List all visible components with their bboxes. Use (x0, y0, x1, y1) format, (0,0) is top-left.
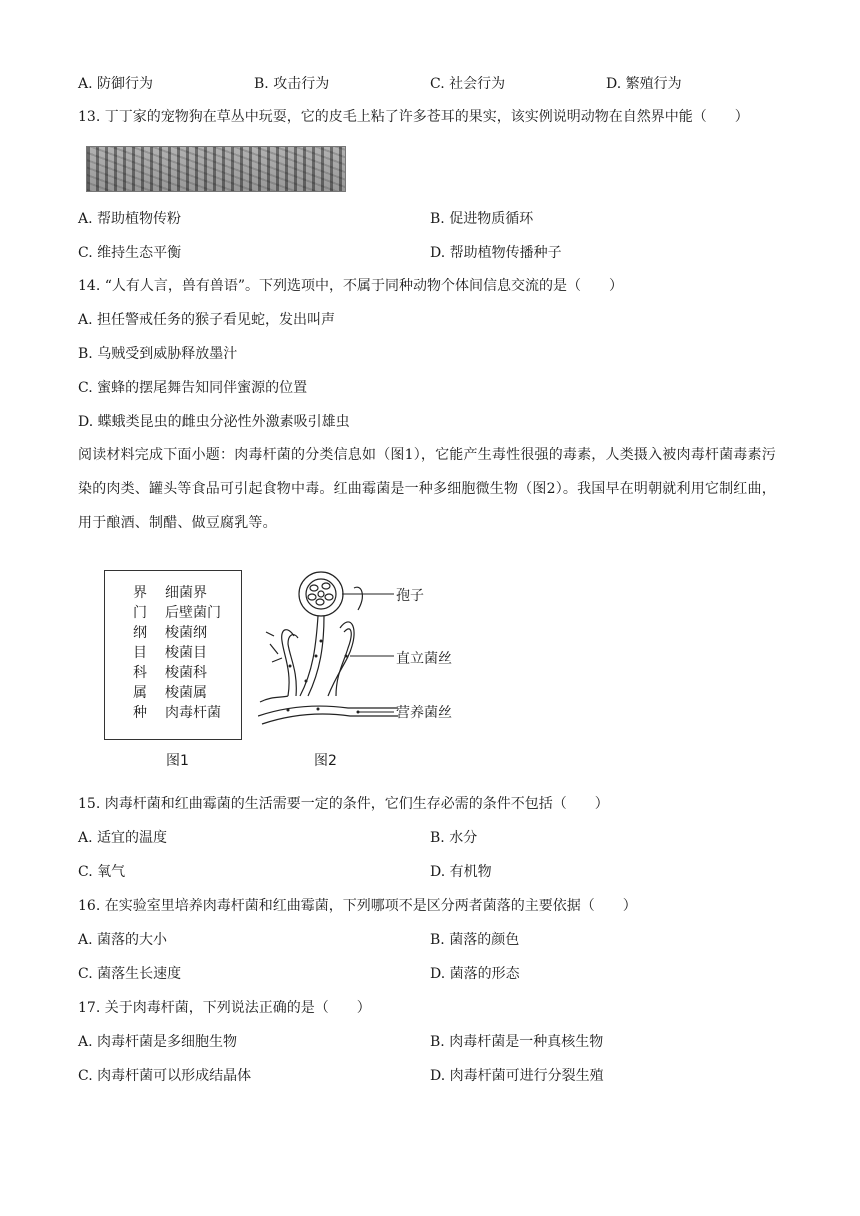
reading-material: 阅读材料完成下面小题：肉毒杆菌的分类信息如（图1），它能产生毒性很强的毒素，人类摄入被肉毒杆菌毒素污染的肉类、罐头等食品可引起食物中毒。红曲霉菌是一种多细胞微生物（图2）。我国早在明朝就利用它制红曲，用于酿酒、制醋、做豆腐乳等。 (78, 447, 776, 531)
q16-option-a: A. 菌落的大小 (78, 932, 168, 948)
q17-stem: 17. 关于肉毒杆菌，下列说法正确的是（ ） (78, 1000, 371, 1016)
q13-option-c: C. 维持生态平衡 (78, 245, 182, 261)
taxonomy-row: 种 肉毒杆菌 (133, 705, 221, 721)
q14-option-b: B. 乌贼受到威胁释放墨汁 (78, 346, 238, 362)
figure1-caption: 图1 (166, 753, 189, 769)
q13-option-b: B. 促进物质循环 (430, 211, 534, 227)
figure2-caption: 图2 (314, 753, 337, 769)
q17-option-d: D. 肉毒杆菌可进行分裂生殖 (430, 1068, 604, 1084)
figure1-taxonomy-box (104, 570, 242, 740)
q15-option-b: B. 水分 (430, 830, 478, 846)
q17-option-c: C. 肉毒杆菌可以形成结晶体 (78, 1068, 252, 1084)
q12-option-c: C. 社会行为 (430, 76, 506, 92)
q14-stem: 14. “人有人言，兽有兽语”。下列选项中，不属于同种动物个体间信息交流的是（ ） (78, 278, 624, 294)
q12-option-a: A. 防御行为 (78, 76, 154, 92)
q17-option-a: A. 肉毒杆菌是多细胞生物 (78, 1034, 238, 1050)
taxonomy-row: 科 梭菌科 (133, 665, 207, 681)
q13-stem: 13. 丁丁家的宠物狗在草丛中玩耍，它的皮毛上粘了许多苍耳的果实，该实例说明动物在自然界中能（ ） (78, 109, 749, 125)
figure2-mold-drawing (258, 566, 398, 742)
taxonomy-row: 纲 梭菌纲 (133, 625, 207, 641)
q15-option-d: D. 有机物 (430, 864, 492, 880)
q17-option-b: B. 肉毒杆菌是一种真核生物 (430, 1034, 604, 1050)
q13-option-a: A. 帮助植物传粉 (78, 211, 182, 227)
upright-hyphae-label: 直立菌丝 (396, 651, 452, 667)
taxonomy-row: 门 后壁菌门 (133, 605, 221, 621)
vegetative-hyphae-label: 营养菌丝 (396, 705, 452, 721)
q16-stem: 16. 在实验室里培养肉毒杆菌和红曲霉菌，下列哪项不是区分两者菌落的主要依据（ ） (78, 898, 637, 914)
taxonomy-row: 属 梭菌属 (133, 685, 207, 701)
q15-stem: 15. 肉毒杆菌和红曲霉菌的生活需要一定的条件，它们生存必需的条件不包括（ ） (78, 796, 609, 812)
q16-option-d: D. 菌落的形态 (430, 966, 520, 982)
taxonomy-row: 界 细菌界 (133, 585, 207, 601)
q15-option-c: C. 氧气 (78, 864, 126, 880)
q16-option-b: B. 菌落的颜色 (430, 932, 520, 948)
q12-option-d: D. 繁殖行为 (606, 76, 682, 92)
q14-option-c: C. 蜜蜂的摆尾舞告知同伴蜜源的位置 (78, 380, 308, 396)
q15-option-a: A. 适宜的温度 (78, 830, 168, 846)
q13-option-d: D. 帮助植物传播种子 (430, 245, 562, 261)
q14-option-d: D. 蝶蛾类昆虫的雌虫分泌性外激素吸引雄虫 (78, 414, 350, 430)
q14-option-a: A. 担任警戒任务的猴子看见蛇，发出叫声 (78, 312, 336, 328)
q12-option-b: B. 攻击行为 (254, 76, 330, 92)
q16-option-c: C. 菌落生长速度 (78, 966, 182, 982)
taxonomy-row: 目 梭菌目 (133, 645, 207, 661)
cocklebur-photo (86, 146, 346, 192)
spore-label: 孢子 (396, 588, 424, 604)
